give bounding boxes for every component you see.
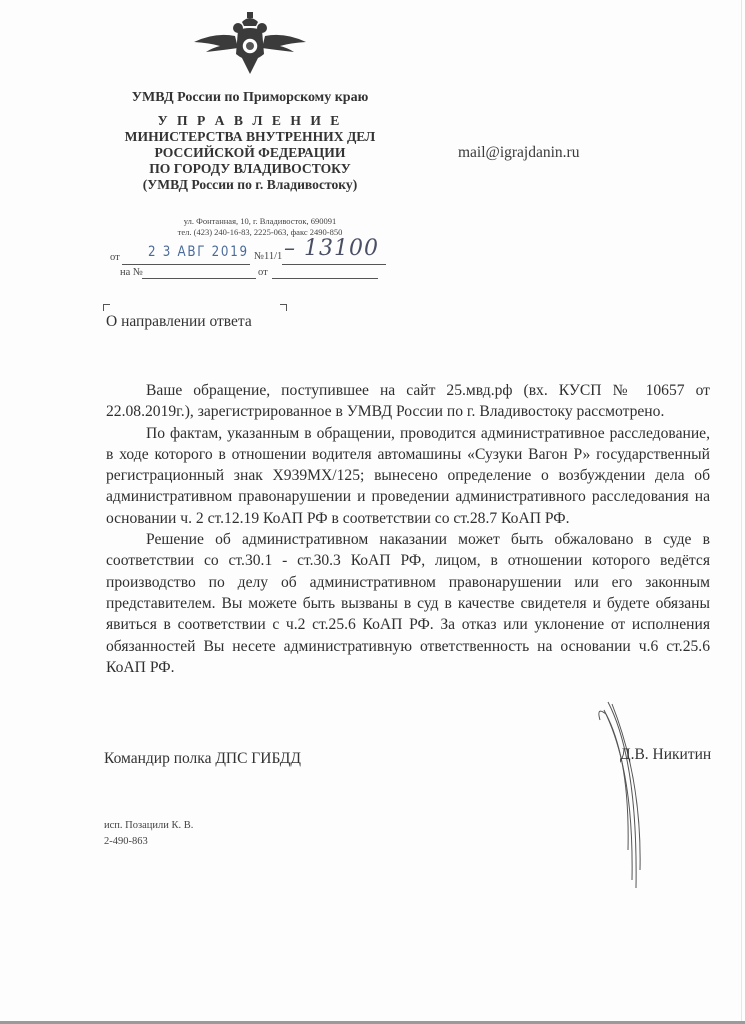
phone-fax-line: тел. (423) 240-16-83, 2225-063, факс 2490-850 bbox=[177, 227, 343, 237]
body-paragraph: По фактам, указанным в обращении, проводится административное расследование, в ходе которого в отношении водителя автомашины «Сузуки Вагон Р» государственный регистрационный знак Х939МХ/125; вынесено определение о возбуждении дела об административном правонарушении и проведении административного расследования на основании ч. 2 ст.12.19 КоАП РФ в соответствии со ст.28.7 КоАП РФ. bbox=[106, 424, 710, 527]
reply-number-underline bbox=[142, 278, 256, 279]
reply-date-label: от bbox=[258, 267, 268, 278]
handwritten-signature-icon bbox=[590, 700, 650, 890]
letter-body bbox=[106, 380, 710, 678]
letter-subject: О направлении ответа bbox=[106, 313, 252, 330]
executor-phone: 2-490-863 bbox=[104, 836, 148, 847]
body-paragraph: Решение об административном наказании может быть обжаловано в суде в соответствии со ст.30.1 - ст.30.3 КоАП РФ, лицом, в отношении которого ведётся производство по делу об административном правонарушении или его законным представителем. Вы можете быть вызваны в суд в качестве свидетеля и будете обязаны явиться в соответствии с ч.2 ст.25.6 КоАП РФ. За отказ или уклонение от исполнения обязанностей Вы несете административную ответственность на основании ч.6 ст.25.6 КоАП РФ. bbox=[106, 531, 710, 676]
department-line-5: (УМВД России по г. Владивостоку) bbox=[142, 177, 358, 192]
department-name-block bbox=[95, 113, 405, 193]
executor-info bbox=[104, 818, 193, 850]
signer-title: Командир полка ДПС ГИБДД bbox=[104, 750, 301, 767]
department-line-2: МИНИСТЕРСТВА ВНУТРЕННИХ ДЕЛ bbox=[124, 129, 376, 144]
subject-corner-left bbox=[103, 304, 110, 311]
signer-name: Д.В. Никитин bbox=[620, 746, 712, 763]
date-underline bbox=[122, 264, 250, 265]
page-edge bbox=[741, 0, 742, 1024]
department-line-1: У П Р А В Л Е Н И Е bbox=[157, 113, 343, 128]
executor-name: исп. Позацили К. В. bbox=[104, 820, 194, 831]
recipient-email: mail@igrajdanin.ru bbox=[458, 144, 580, 161]
office-address bbox=[150, 216, 370, 238]
address-line: ул. Фонтанная, 10, г. Владивосток, 690091 bbox=[183, 216, 337, 226]
date-stamp: 2 3 АВГ 2019 bbox=[148, 244, 249, 260]
reply-date-underline bbox=[272, 278, 378, 279]
number-underline bbox=[282, 264, 386, 265]
outgoing-number-label: №11/1 bbox=[254, 251, 283, 262]
region-office-name: УМВД России по Приморскому краю bbox=[131, 90, 369, 105]
reply-to-number-label: на № bbox=[120, 267, 143, 278]
subject-corner-right bbox=[280, 304, 287, 311]
from-date-label: от bbox=[110, 252, 120, 263]
outgoing-number-handwritten: – 13100 bbox=[284, 236, 379, 261]
department-line-3: РОССИЙСКОЙ ФЕДЕРАЦИИ bbox=[154, 145, 346, 160]
department-line-4: ПО ГОРОДУ ВЛАДИВОСТОКУ bbox=[149, 161, 351, 176]
double-headed-eagle-emblem-icon bbox=[190, 8, 310, 78]
body-paragraph: Ваше обращение, поступившее на сайт 25.мвд.рф (вх. КУСП № 10657 от 22.08.2019г.), зарегистрированное в УМВД России по г. Владивостоку рассмотрено. bbox=[106, 382, 710, 421]
